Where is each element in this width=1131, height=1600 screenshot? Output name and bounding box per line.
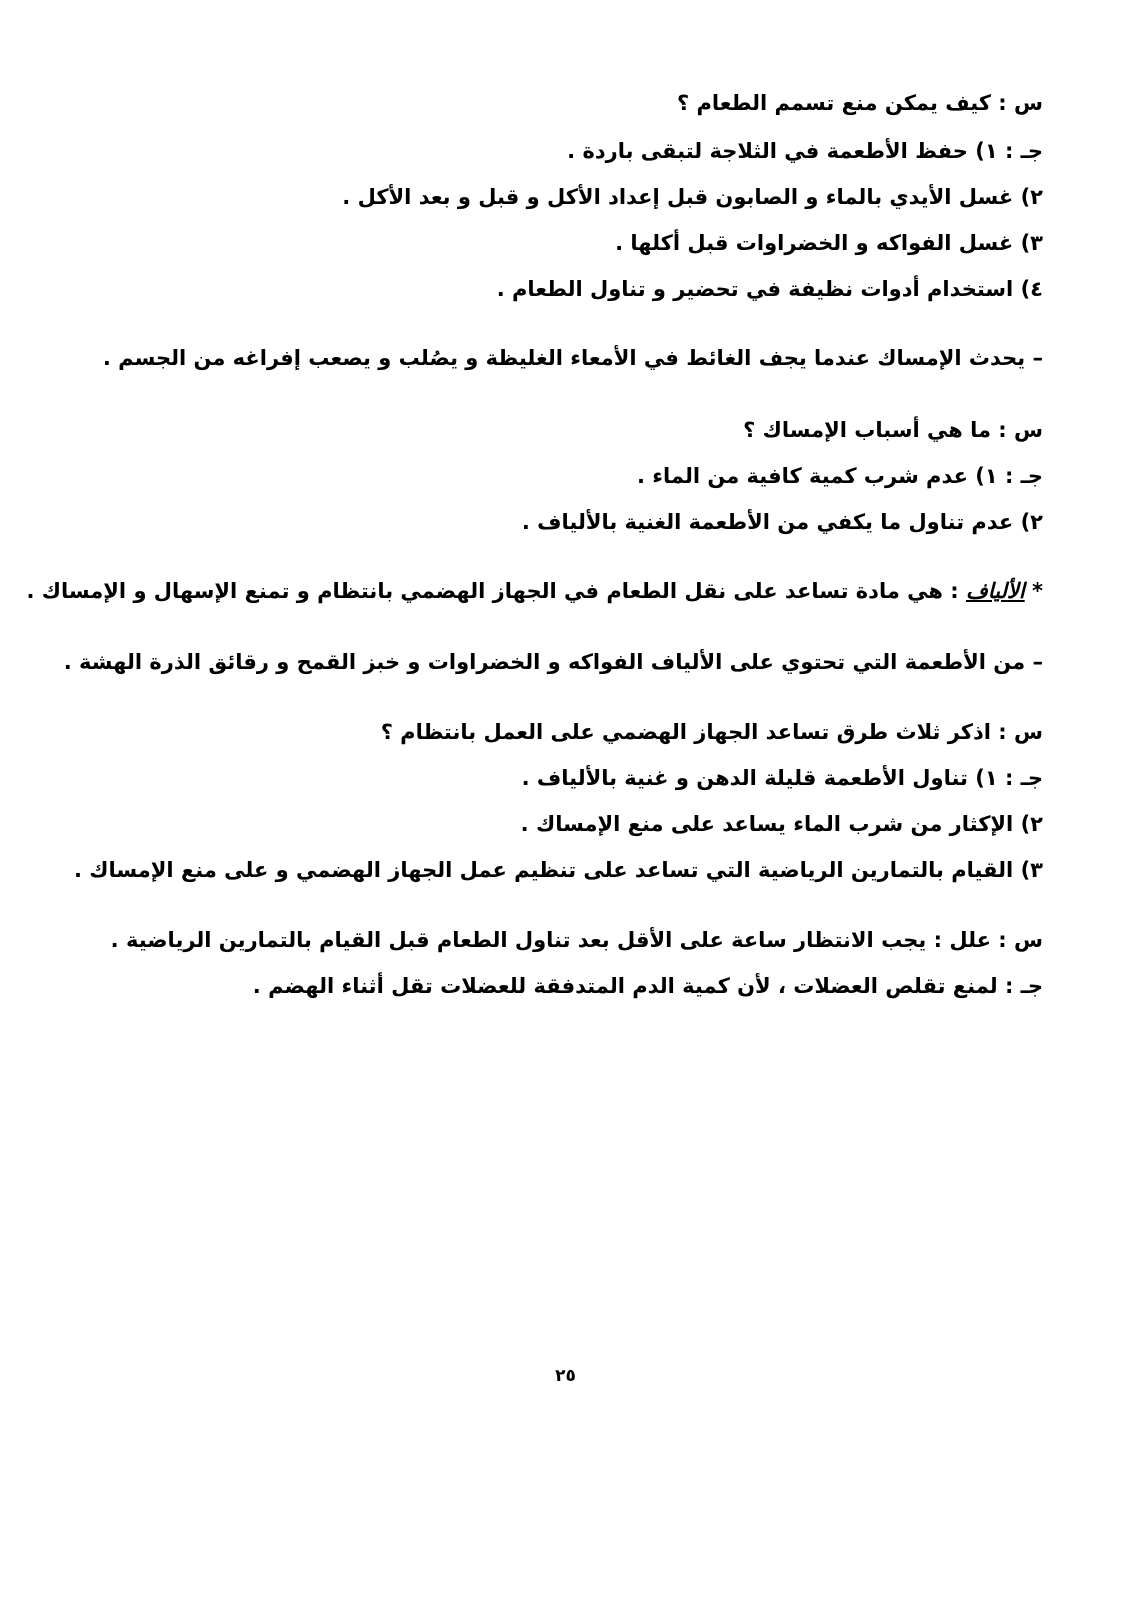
- answer-item-4: ٤) استخدام أدوات نظيفة في تحضير و تناول الطعام .: [496, 277, 1043, 301]
- answer-item-3: ٣) غسل الفواكه و الخضراوات قبل أكلها .: [615, 231, 1043, 255]
- answer-item-2: ٢) الإكثار من شرب الماء يساعد على منع الإمساك .: [520, 812, 1043, 836]
- fiber-definition: [27, 576, 1044, 606]
- question-exercise-wait: س : علل : يجب الانتظار ساعة على الأقل بعد تناول الطعام قبل القيام بالتمارين الرياضية .: [110, 928, 1043, 952]
- answer-item-2: ٢) عدم تناول ما يكفي من الأطعمة الغنية بالألياف .: [521, 510, 1043, 534]
- definition-term: الألياف: [965, 579, 1025, 603]
- answer-exercise-wait: جـ : لمنع تقلص العضلات ، لأن كمية الدم المتدفقة للعضلات تقل أثناء الهضم .: [252, 974, 1043, 998]
- answer-item-1: جـ : ١) عدم شرب كمية كافية من الماء .: [636, 464, 1043, 488]
- question-constipation-causes: س : ما هي أسباب الإمساك ؟: [743, 418, 1043, 442]
- answer-item-1: جـ : ١) حفظ الأطعمة في الثلاجة لتبقى باردة .: [567, 139, 1043, 163]
- answer-item-3: ٣) القيام بالتمارين الرياضية التي تساعد على تنظيم عمل الجهاز الهضمي و على منع الإمساك .: [74, 858, 1043, 882]
- question-digestive-health: س : اذكر ثلاث طرق تساعد الجهاز الهضمي على العمل بانتظام ؟: [380, 720, 1043, 744]
- definition-star: *: [1024, 579, 1043, 603]
- note-fiber-foods: – من الأطعمة التي تحتوي على الألياف الفواكه و الخضراوات و خبز القمح و رقائق الذرة الهشة .: [63, 650, 1043, 674]
- answer-item-2: ٢) غسل الأيدي بالماء و الصابون قبل إعداد الأكل و قبل و بعد الأكل .: [342, 185, 1043, 209]
- note-constipation: – يحدث الإمساك عندما يجف الغائط في الأمعاء الغليظة و يصُلب و يصعب إفراغه من الجسم .: [102, 346, 1043, 370]
- question-food-poisoning: س : كيف يمكن منع تسمم الطعام ؟: [677, 91, 1043, 115]
- page-number: ٢٥: [555, 1366, 576, 1386]
- definition-text: : هي مادة تساعد على نقل الطعام في الجهاز الهضمي بانتظام و تمنع الإسهال و الإمساك .: [26, 579, 966, 603]
- answer-item-1: جـ : ١) تناول الأطعمة قليلة الدهن و غنية بالألياف .: [521, 766, 1043, 790]
